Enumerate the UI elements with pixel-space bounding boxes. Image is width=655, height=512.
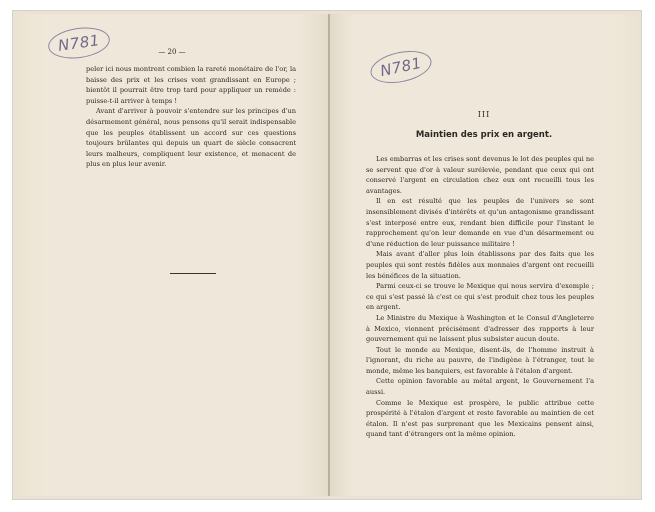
paragraph: Parmi ceux-ci se trouve le Mexique qui nous servira d'exemple ; ce qui s'est passé là c'est ce qui s'est produit chez tous les peuples en argent. (366, 282, 594, 312)
page-number: — 20 — (158, 48, 186, 56)
paragraph: peler ici nous montrent combien la rareté monétaire de l'or, la baisse des prix et les crises vont grandissant en Europe ; bientôt il pourrait être trop tard pour appliquer un remède : puisse-t-il arriver à temps ! (86, 65, 296, 105)
right-page-text (366, 154, 594, 440)
paragraph: Mais avant d'aller plus loin établissons par des faits que les peuples qui sont restés fidèles aux monnaies d'argent ont recueilli les bénéfices de la situation. (366, 250, 594, 280)
section-rule (170, 273, 216, 274)
paragraph: Le Ministre du Mexique à Washington et le Consul d'Angleterre à Mexico, viennent précisément d'adresser des rapports à leur gouvernement qui ne laissent plus subsister aucun doute. (366, 313, 594, 344)
left-page (16, 14, 328, 496)
paragraph: Comme le Mexique est prospère, le public attribue cette prospérité à l'étalon d'argent et reste favorable au maintien de cet étalon. Il n'est pas surprenant que les Mexicains pensent ainsi, quand tant d'étrangers ont la même opinion. (366, 398, 594, 439)
open-book (12, 10, 642, 500)
inventory-stamp: N781 (368, 46, 435, 88)
paragraph: Il en est résulté que les peuples de l'univers se sont insensiblement divisés d'intérêts et qu'un antagonisme grandissant s'est interposé entre eux, rendant bien difficile pour l'instant le rapprochement qu'on leur demande en vue d'un désarmement ou d'une réduction de leur puissance militaire ! (366, 197, 594, 248)
paragraph: Avant d'arriver à pouvoir s'entendre sur les principes d'un désarmement général, nous pensons qu'il serait indispensable que les peuples établissent un accord sur ces questions toujours brûlantes qui depuis un quart de siècle consacrent leurs malheurs, compliquent leur existence, et menacent de plus en plus leur avenir. (86, 107, 296, 169)
chapter-numeral: III (477, 110, 491, 119)
left-page-text (86, 64, 296, 170)
inventory-stamp: N781 (46, 24, 111, 62)
right-page (330, 14, 638, 496)
paragraph: Tout le monde au Mexique, disent-ils, de l'homme instruit à l'ignorant, du riche au pauvre, de l'indigène à l'étranger, tout le monde, même les banquiers, est favorable à l'étalon d'argent. (366, 345, 594, 375)
paragraph: Les embarras et les crises sont devenus le lot des peuples qui ne se servent que d'or à valeur surélevée, pendant que ceux qui ont conservé l'argent en circulation chez eux ont recueilli tous les avantages. (366, 155, 594, 195)
chapter-heading: Maintien des prix en argent. (415, 130, 553, 140)
paragraph: Cette opinion favorable au métal argent, le Gouvernement l'a aussi. (366, 377, 594, 397)
